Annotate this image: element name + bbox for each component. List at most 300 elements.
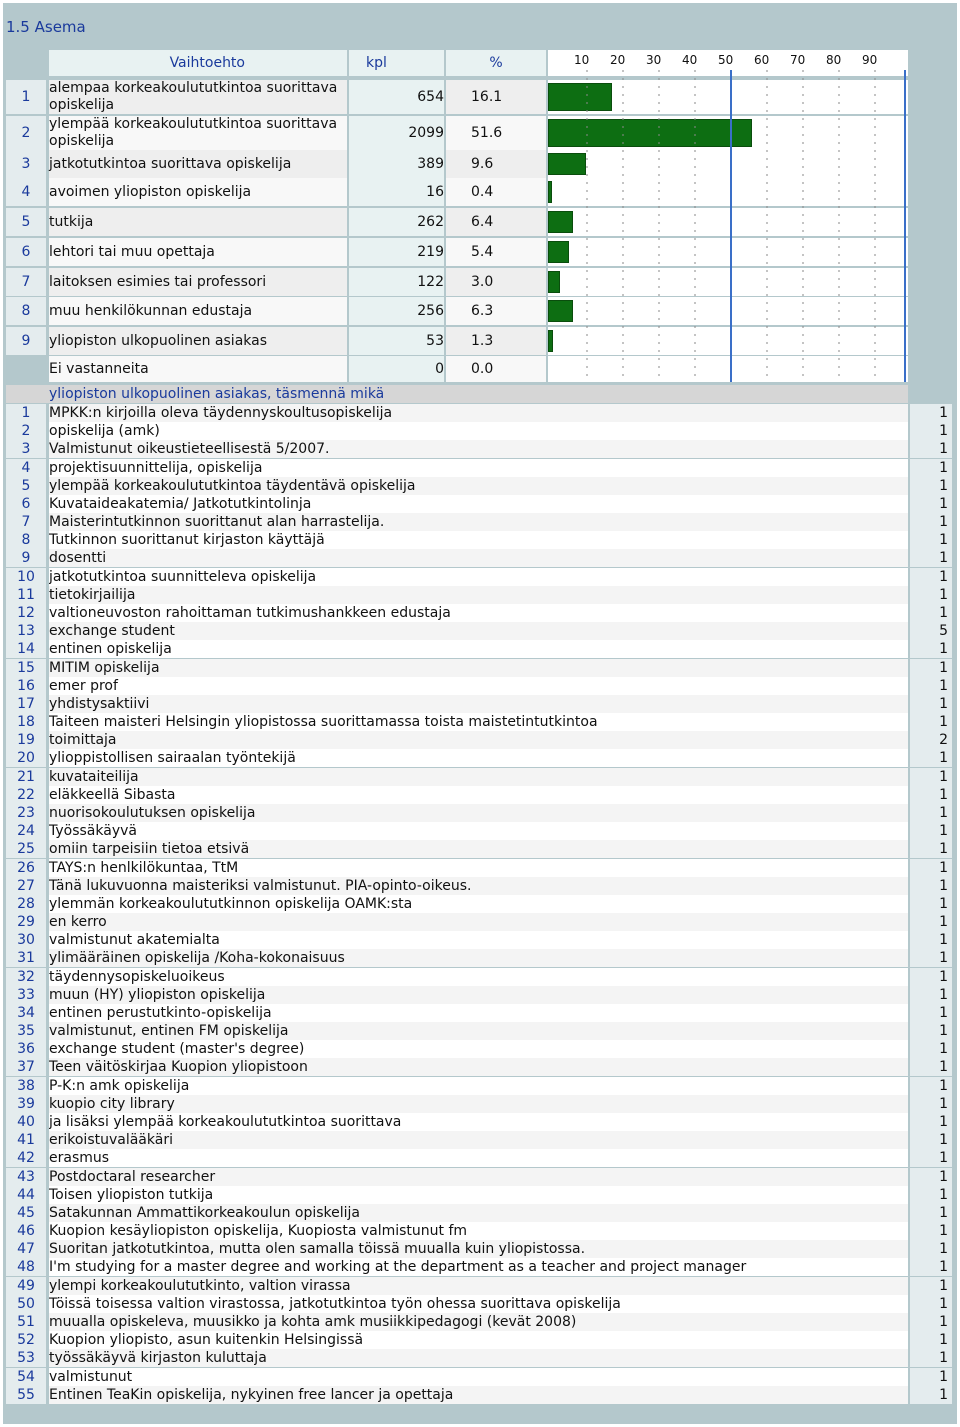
list-item-count: 1 — [910, 604, 952, 622]
list-item — [6, 1168, 952, 1186]
list-item-text: valmistunut — [49, 1368, 908, 1386]
list-item-text: emer prof — [49, 677, 908, 695]
list-item-count: 2 — [910, 731, 952, 749]
list-item-text: Postdoctaral researcher — [49, 1168, 908, 1186]
bar-cell — [548, 356, 908, 382]
list-item — [6, 549, 952, 567]
row-count: 219 — [349, 238, 444, 266]
list-item-count: 1 — [910, 1331, 952, 1349]
list-item-text: exchange student (master's degree) — [49, 1040, 908, 1058]
list-item-count: 1 — [910, 1004, 952, 1022]
chart-tick-label: 30 — [646, 53, 662, 67]
list-item-text: Maisterintutkinnon suorittanut alan harrastelija. — [49, 513, 908, 531]
row-label: muu henkilökunnan edustaja — [49, 297, 347, 325]
row-count: 654 — [349, 80, 444, 114]
list-item — [6, 859, 952, 877]
list-item-number: 42 — [6, 1149, 46, 1167]
list-item — [6, 822, 952, 840]
chart-tick-label: 40 — [682, 53, 698, 67]
row-label: jatkotutkintoa suorittava opiskelija — [49, 150, 347, 178]
row-number: 4 — [6, 178, 46, 206]
list-item-count: 1 — [910, 640, 952, 658]
list-item-count: 1 — [910, 859, 952, 877]
list-item-count: 1 — [910, 677, 952, 695]
list-item — [6, 622, 952, 640]
list-item — [6, 786, 952, 804]
list-item-count: 1 — [910, 695, 952, 713]
list-item — [6, 1331, 952, 1349]
row-label: alempaa korkeakoulututkintoa suorittava opiskelija — [49, 80, 347, 114]
list-item-count: 1 — [910, 1058, 952, 1076]
table-header — [6, 50, 952, 76]
list-item-text: Valmistunut oikeustieteellisestä 5/2007. — [49, 440, 908, 458]
list-item-number: 1 — [6, 404, 46, 422]
table-row — [6, 178, 952, 206]
list-item-number: 35 — [6, 1022, 46, 1040]
row-percent: 0.0 — [446, 356, 546, 382]
bar-cell — [548, 116, 908, 150]
list-item-text: Entinen TeaKin opiskelija, nykyinen free lancer ja opettaja — [49, 1386, 908, 1404]
list-item-text: projektisuunnittelija, opiskelija — [49, 459, 908, 477]
list-item — [6, 877, 952, 895]
chart-axis-header — [548, 50, 908, 76]
list-item-number: 16 — [6, 677, 46, 695]
list-item-count: 5 — [910, 622, 952, 640]
list-item — [6, 440, 952, 458]
table-row — [6, 297, 952, 325]
list-item — [6, 513, 952, 531]
list-item-count: 1 — [910, 1386, 952, 1404]
list-item-number: 11 — [6, 586, 46, 604]
table-row — [6, 327, 952, 355]
row-number: 5 — [6, 208, 46, 236]
table-row — [6, 80, 952, 114]
list-item-count: 1 — [910, 568, 952, 586]
list-item-number: 50 — [6, 1295, 46, 1313]
row-label: laitoksen esimies tai professori — [49, 268, 347, 296]
list-item-count: 1 — [910, 986, 952, 1004]
list-item — [6, 477, 952, 495]
list-item-text: jatkotutkintoa suunnitteleva opiskelija — [49, 568, 908, 586]
list-item-number: 20 — [6, 749, 46, 767]
list-item-text: ylemmän korkeakoulututkinnon opiskelija OAMK:sta — [49, 895, 908, 913]
list-item-count: 1 — [910, 786, 952, 804]
chart-bar — [548, 271, 560, 293]
list-item-text: Kuvataideakatemia/ Jatkotutkintolinja — [49, 495, 908, 513]
chart-bar — [548, 211, 573, 233]
list-item-number: 40 — [6, 1113, 46, 1131]
list-item — [6, 731, 952, 749]
list-item — [6, 531, 952, 549]
header-kpl: kpl — [349, 50, 444, 76]
list-item — [6, 1204, 952, 1222]
list-item-number: 38 — [6, 1077, 46, 1095]
page-title: 1.5 Asema — [6, 18, 86, 36]
list-item — [6, 713, 952, 731]
list-item-count: 1 — [910, 1131, 952, 1149]
row-count: 389 — [349, 150, 444, 178]
table-row — [6, 150, 952, 178]
list-item — [6, 640, 952, 658]
list-item-text: muun (HY) yliopiston opiskelija — [49, 986, 908, 1004]
list-item — [6, 804, 952, 822]
list-item — [6, 659, 952, 677]
row-count: 16 — [349, 178, 444, 206]
list-item — [6, 422, 952, 440]
list-item — [6, 1222, 952, 1240]
list-item-text: eläkkeellä Sibasta — [49, 786, 908, 804]
list-item-number: 53 — [6, 1349, 46, 1367]
bar-cell — [548, 238, 908, 266]
list-item-text: Työssäkäyvä — [49, 822, 908, 840]
row-number: 9 — [6, 327, 46, 355]
bar-cell — [548, 268, 908, 296]
list-item-count: 1 — [910, 1077, 952, 1095]
chart-tick-label: 50 — [718, 53, 734, 67]
list-item-text: täydennysopiskeluoikeus — [49, 968, 908, 986]
list-item — [6, 586, 952, 604]
list-item-text: ylempi korkeakoulututkinto, valtion virassa — [49, 1277, 908, 1295]
list-item-text: P-K:n amk opiskelija — [49, 1077, 908, 1095]
list-item-number: 23 — [6, 804, 46, 822]
chart-bar — [548, 330, 553, 352]
list-item-count: 1 — [910, 913, 952, 931]
list-item-text: ylempää korkeakoulututkintoa täydentävä opiskelija — [49, 477, 908, 495]
list-item-count: 1 — [910, 1149, 952, 1167]
list-item-count: 1 — [910, 931, 952, 949]
list-item-number: 25 — [6, 840, 46, 858]
list-item — [6, 1077, 952, 1095]
chart-bar — [548, 83, 612, 111]
list-item-count: 1 — [910, 513, 952, 531]
list-item-count: 1 — [910, 1222, 952, 1240]
list-item — [6, 604, 952, 622]
list-item-number: 12 — [6, 604, 46, 622]
list-item-number: 26 — [6, 859, 46, 877]
list-item — [6, 931, 952, 949]
list-item-count: 1 — [910, 749, 952, 767]
list-item-text: tietokirjailija — [49, 586, 908, 604]
list-item-count: 1 — [910, 840, 952, 858]
list-item-number: 27 — [6, 877, 46, 895]
list-item-number: 30 — [6, 931, 46, 949]
table-row — [6, 356, 952, 382]
list-item-text: Teen väitöskirjaa Kuopion yliopistoon — [49, 1058, 908, 1076]
list-item-text: Satakunnan Ammattikorkeakoulun opiskelija — [49, 1204, 908, 1222]
list-item-text: opiskelija (amk) — [49, 422, 908, 440]
table-row — [6, 238, 952, 266]
list-item-count: 1 — [910, 1277, 952, 1295]
list-item — [6, 840, 952, 858]
list-item-number: 34 — [6, 1004, 46, 1022]
bar-cell — [548, 208, 908, 236]
row-label: Ei vastanneita — [49, 356, 347, 382]
list-item-count: 1 — [910, 1313, 952, 1331]
list-item-number: 44 — [6, 1186, 46, 1204]
row-count: 262 — [349, 208, 444, 236]
row-number — [6, 356, 46, 382]
list-item-number: 39 — [6, 1095, 46, 1113]
chart-bar — [548, 181, 552, 203]
list-item — [6, 913, 952, 931]
list-item — [6, 1113, 952, 1131]
row-percent: 0.4 — [446, 178, 546, 206]
list-item-count: 1 — [910, 1240, 952, 1258]
list-item-text: entinen opiskelija — [49, 640, 908, 658]
list-item — [6, 1277, 952, 1295]
list-item-text: valmistunut akatemialta — [49, 931, 908, 949]
header-pct: % — [446, 50, 546, 76]
list-item-number: 10 — [6, 568, 46, 586]
list-item-count: 1 — [910, 895, 952, 913]
row-count: 2099 — [349, 116, 444, 150]
list-item — [6, 1295, 952, 1313]
list-item-number: 29 — [6, 913, 46, 931]
row-number: 8 — [6, 297, 46, 325]
list-item-text: en kerro — [49, 913, 908, 931]
header-label: Vaihtoehto — [49, 50, 347, 76]
list-item-text: nuorisokoulutuksen opiskelija — [49, 804, 908, 822]
row-percent: 16.1 — [446, 80, 546, 114]
list-item — [6, 677, 952, 695]
list-item-text: omiin tarpeisiin tietoa etsivä — [49, 840, 908, 858]
chart-tick-label: 10 — [574, 53, 590, 67]
list-item — [6, 568, 952, 586]
list-item — [6, 1240, 952, 1258]
chart-tick-label: 60 — [754, 53, 770, 67]
list-item — [6, 749, 952, 767]
list-item-count: 1 — [910, 822, 952, 840]
list-item — [6, 1386, 952, 1404]
list-item-number: 51 — [6, 1313, 46, 1331]
row-label: yliopiston ulkopuolinen asiakas — [49, 327, 347, 355]
list-item-count: 1 — [910, 1258, 952, 1276]
list-item-text: erikoistuvalääkäri — [49, 1131, 908, 1149]
list-item-count: 1 — [910, 1368, 952, 1386]
list-item-text: Kuopion kesäyliopiston opiskelija, Kuopiosta valmistunut fm — [49, 1222, 908, 1240]
row-number: 7 — [6, 268, 46, 296]
list-item — [6, 986, 952, 1004]
list-item-count: 1 — [910, 713, 952, 731]
list-item-text: ja lisäksi ylempää korkeakoulututkintoa suorittava — [49, 1113, 908, 1131]
list-item-count: 1 — [910, 1295, 952, 1313]
list-item-number: 22 — [6, 786, 46, 804]
list-item-count: 1 — [910, 659, 952, 677]
bar-cell — [548, 80, 908, 114]
list-item-count: 1 — [910, 1095, 952, 1113]
list-item-number: 32 — [6, 968, 46, 986]
list-item — [6, 1040, 952, 1058]
row-label: lehtori tai muu opettaja — [49, 238, 347, 266]
list-item-count: 1 — [910, 968, 952, 986]
list-item-count: 1 — [910, 877, 952, 895]
list-item-count: 1 — [910, 1113, 952, 1131]
list-item-count: 1 — [910, 422, 952, 440]
row-count: 0 — [349, 356, 444, 382]
list-item-text: Kuopion yliopisto, asun kuitenkin Helsingissä — [49, 1331, 908, 1349]
chart-bar — [548, 300, 573, 322]
list-item-text: TAYS:n henlkilökuntaa, TtM — [49, 859, 908, 877]
list-item-count: 1 — [910, 586, 952, 604]
list-item-count: 1 — [910, 404, 952, 422]
list-item — [6, 895, 952, 913]
list-item — [6, 949, 952, 967]
chart-bar — [548, 119, 752, 147]
list-item-number: 31 — [6, 949, 46, 967]
header-num-cell — [6, 50, 46, 76]
list-item-number: 41 — [6, 1131, 46, 1149]
list-item-count: 1 — [910, 531, 952, 549]
list-item-count: 1 — [910, 477, 952, 495]
list-item-number: 37 — [6, 1058, 46, 1076]
list-item-number: 28 — [6, 895, 46, 913]
list-item-count: 1 — [910, 1349, 952, 1367]
list-item-number: 3 — [6, 440, 46, 458]
list-item-number: 14 — [6, 640, 46, 658]
list-item-number: 6 — [6, 495, 46, 513]
list-item-number: 13 — [6, 622, 46, 640]
list-item-text: kuvataiteilija — [49, 768, 908, 786]
list-item-text: ylioppistollisen sairaalan työntekijä — [49, 749, 908, 767]
bar-cell — [548, 327, 908, 355]
row-percent: 5.4 — [446, 238, 546, 266]
list-item — [6, 1186, 952, 1204]
chart-tick-label: 20 — [610, 53, 626, 67]
list-item — [6, 1095, 952, 1113]
list-item-text: muualla opiskeleva, muusikko ja kohta amk musiikkipedagogi (kevät 2008) — [49, 1313, 908, 1331]
list-item-number: 15 — [6, 659, 46, 677]
bar-cell — [548, 178, 908, 206]
list-item-number: 54 — [6, 1368, 46, 1386]
row-label: avoimen yliopiston opiskelija — [49, 178, 347, 206]
table-row — [6, 208, 952, 236]
list-item-text: Tänä lukuvuonna maisteriksi valmistunut. PIA-opinto-oikeus. — [49, 877, 908, 895]
list-item-number: 9 — [6, 549, 46, 567]
row-percent: 1.3 — [446, 327, 546, 355]
list-item-count: 1 — [910, 1204, 952, 1222]
table-row — [6, 116, 952, 150]
list-item — [6, 1149, 952, 1167]
list-item-text: Taiteen maisteri Helsingin yliopistossa suorittamassa toista maistetintutkintoa — [49, 713, 908, 731]
chart-bar — [548, 241, 569, 263]
list-item — [6, 1004, 952, 1022]
list-item-text: I'm studying for a master degree and working at the department as a teacher and project manager — [49, 1258, 908, 1276]
row-count: 53 — [349, 327, 444, 355]
list-item-number: 45 — [6, 1204, 46, 1222]
list-item-number: 17 — [6, 695, 46, 713]
list-item-number: 47 — [6, 1240, 46, 1258]
list-item-number: 55 — [6, 1386, 46, 1404]
list-item-text: Tutkinnon suorittanut kirjaston käyttäjä — [49, 531, 908, 549]
list-item-number: 43 — [6, 1168, 46, 1186]
list-item — [6, 1022, 952, 1040]
list-item-number: 49 — [6, 1277, 46, 1295]
list-item-count: 1 — [910, 1168, 952, 1186]
row-number: 1 — [6, 80, 46, 114]
list-item-number: 52 — [6, 1331, 46, 1349]
list-item-count: 1 — [910, 804, 952, 822]
row-percent: 9.6 — [446, 150, 546, 178]
row-number: 3 — [6, 150, 46, 178]
list-item — [6, 1131, 952, 1149]
list-item-number: 36 — [6, 1040, 46, 1058]
list-item-text: valtioneuvoston rahoittaman tutkimushankkeen edustaja — [49, 604, 908, 622]
list-item-number: 18 — [6, 713, 46, 731]
row-percent: 6.4 — [446, 208, 546, 236]
list-item-number: 33 — [6, 986, 46, 1004]
list-item-count: 1 — [910, 1040, 952, 1058]
list-item-text: ylimääräinen opiskelija /Koha-kokonaisuus — [49, 949, 908, 967]
chart-tick-label: 90 — [862, 53, 878, 67]
list-item-text: entinen perustutkinto-opiskelija — [49, 1004, 908, 1022]
bar-cell — [548, 297, 908, 325]
table-row — [6, 268, 952, 296]
list-item-text: valmistunut, entinen FM opiskelija — [49, 1022, 908, 1040]
list-item-count: 1 — [910, 440, 952, 458]
list-item-text: MITIM opiskelija — [49, 659, 908, 677]
list-item — [6, 695, 952, 713]
row-count: 256 — [349, 297, 444, 325]
list-item-number: 46 — [6, 1222, 46, 1240]
chart-tick-label: 80 — [826, 53, 842, 67]
row-number: 2 — [6, 116, 46, 150]
list-item — [6, 1368, 952, 1386]
list-item-text: Toisen yliopiston tutkija — [49, 1186, 908, 1204]
list-item — [6, 1313, 952, 1331]
list-item-count: 1 — [910, 949, 952, 967]
list-item-text: toimittaja — [49, 731, 908, 749]
list-item — [6, 1349, 952, 1367]
list-item-text: Töissä toisessa valtion virastossa, jatkotutkintoa työn ohessa suorittava opiskelija — [49, 1295, 908, 1313]
list-item-text: erasmus — [49, 1149, 908, 1167]
list-item-number: 7 — [6, 513, 46, 531]
list-item-count: 1 — [910, 495, 952, 513]
list-item-number: 5 — [6, 477, 46, 495]
row-percent: 6.3 — [446, 297, 546, 325]
list-item-text: yhdistysaktiivi — [49, 695, 908, 713]
chart-tick-label: 70 — [790, 53, 806, 67]
list-item-count: 1 — [910, 1022, 952, 1040]
list-item-number: 8 — [6, 531, 46, 549]
list-item — [6, 1258, 952, 1276]
list-item — [6, 404, 952, 422]
list-item-text: Suoritan jatkotutkintoa, mutta olen samalla töissä muualla kuin yliopistossa. — [49, 1240, 908, 1258]
row-label: tutkija — [49, 208, 347, 236]
list-item-number: 4 — [6, 459, 46, 477]
list-item-number: 19 — [6, 731, 46, 749]
list-item-text: MPKK:n kirjoilla oleva täydennyskoultusopiskelija — [49, 404, 908, 422]
list-item-number: 48 — [6, 1258, 46, 1276]
list-item-count: 1 — [910, 549, 952, 567]
open-answers-title: yliopiston ulkopuolinen asiakas, täsmennä mikä — [6, 385, 908, 403]
list-item-number: 24 — [6, 822, 46, 840]
list-item-text: dosentti — [49, 549, 908, 567]
list-item-text: kuopio city library — [49, 1095, 908, 1113]
row-label: ylempää korkeakoulututkintoa suorittava opiskelija — [49, 116, 347, 150]
list-item — [6, 459, 952, 477]
list-item — [6, 495, 952, 513]
list-item — [6, 968, 952, 986]
list-item-count: 1 — [910, 768, 952, 786]
list-item — [6, 1058, 952, 1076]
chart-bar — [548, 153, 586, 175]
list-item — [6, 768, 952, 786]
list-item-number: 2 — [6, 422, 46, 440]
list-item-text: exchange student — [49, 622, 908, 640]
row-number: 6 — [6, 238, 46, 266]
bar-cell — [548, 150, 908, 178]
list-item-text: työssäkäyvä kirjaston kuluttaja — [49, 1349, 908, 1367]
